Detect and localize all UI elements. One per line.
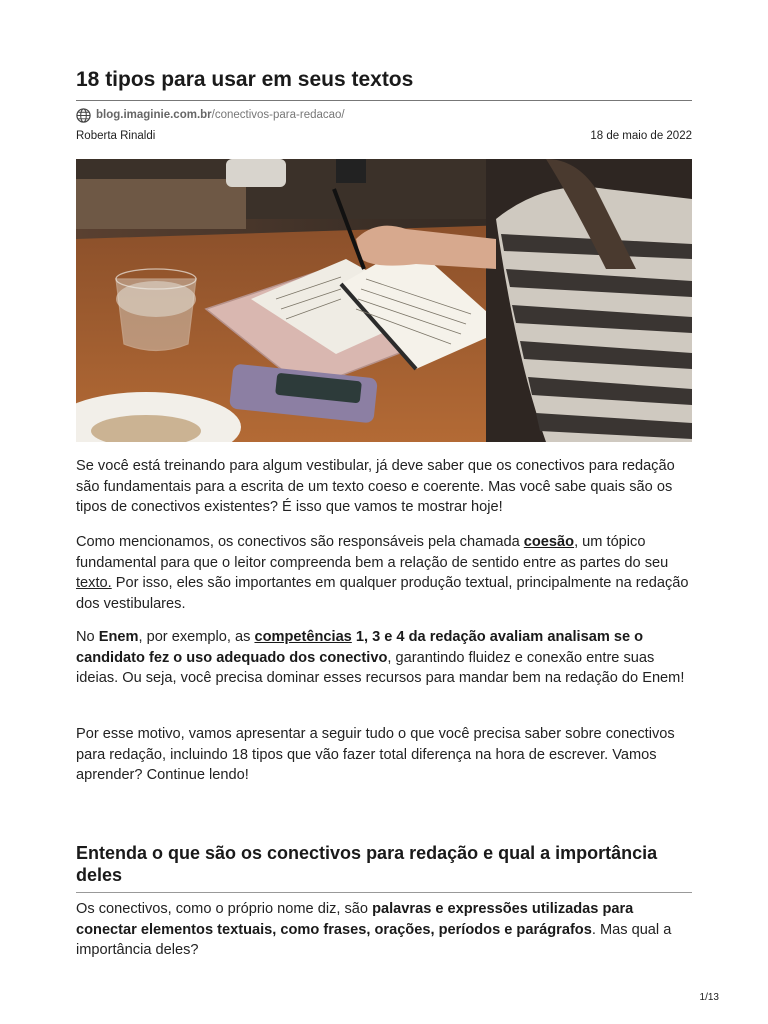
page-number: 1/13 xyxy=(699,992,719,1003)
bold-enem: Enem xyxy=(98,629,139,645)
section-divider xyxy=(76,892,692,893)
hero-photo-illustration xyxy=(76,159,692,442)
paragraph-motivo: Por esse motivo, vamos apresentar a seguir tudo o que você precisa saber sobre conectivos para redação, incluindo 18 tipos que vão fazer total diferença na hora de escrever. Vamos aprender? Continue lendo! xyxy=(76,726,675,783)
paragraph-text: Os conectivos, como o próprio nome diz, são xyxy=(76,901,373,917)
author-name: Roberta Rinaldi xyxy=(76,130,156,142)
article-meta xyxy=(76,130,692,142)
source-path: /conectivos-para-redacao/ xyxy=(211,109,345,121)
paragraph-text: Como mencionamos, os conectivos são responsáveis pela chamada xyxy=(76,534,524,550)
hero-photo xyxy=(76,159,692,442)
paragraph-intro: Se você está treinando para algum vestibular, já deve saber que os conectivos para redação são fundamentais para a escrita de um texto coeso e coerente. Mas você sabe quais são os tipos de conectivos existentes? É isso que vamos te mostrar hoje! xyxy=(76,458,675,515)
source-domain: blog.imaginie.com.br xyxy=(96,109,212,121)
globe-icon xyxy=(76,108,91,123)
paragraph-enem xyxy=(76,627,692,689)
link-texto[interactable]: texto. xyxy=(76,575,112,591)
publish-date: 18 de maio de 2022 xyxy=(590,130,692,142)
section-heading: Entenda o que são os conectivos para redação e qual a importância deles xyxy=(76,843,658,885)
paragraph-cohesion xyxy=(76,532,692,614)
paragraph-definition xyxy=(76,899,692,961)
paragraph-text: , um tópico fundamental para que o leitor compreenda bem a relação de sentido entre as partes do seu xyxy=(76,534,669,571)
paragraph-text: Por isso, eles são importantes em qualquer produção textual, principalmente na redação dos vestibulares. xyxy=(76,575,689,612)
article-title: 18 tipos para usar em seus textos xyxy=(76,68,414,91)
bold-competencias-text: 1, 3 e 4 da redação avaliam analisam se o candidato fez o uso adequado dos conectivo xyxy=(76,629,644,666)
source-url[interactable] xyxy=(76,106,345,124)
paragraph-text: , por exemplo, as xyxy=(138,629,255,645)
bold-definition: palavras e expressões utilizadas para conectar elementos textuais, como frases, orações, períodos e parágrafos xyxy=(76,901,634,938)
paragraph-text: , garantindo fluidez e conexão entre suas ideias. Ou seja, você precisa dominar esses recursos para mandar bem na redação do Enem! xyxy=(76,649,685,686)
paragraph-text: No xyxy=(76,629,99,645)
paragraph-text: . Mas qual a importância deles? xyxy=(76,921,672,958)
link-competencias[interactable]: competências xyxy=(254,629,352,645)
link-coesao[interactable]: coesão xyxy=(523,534,575,550)
title-divider xyxy=(76,100,692,101)
